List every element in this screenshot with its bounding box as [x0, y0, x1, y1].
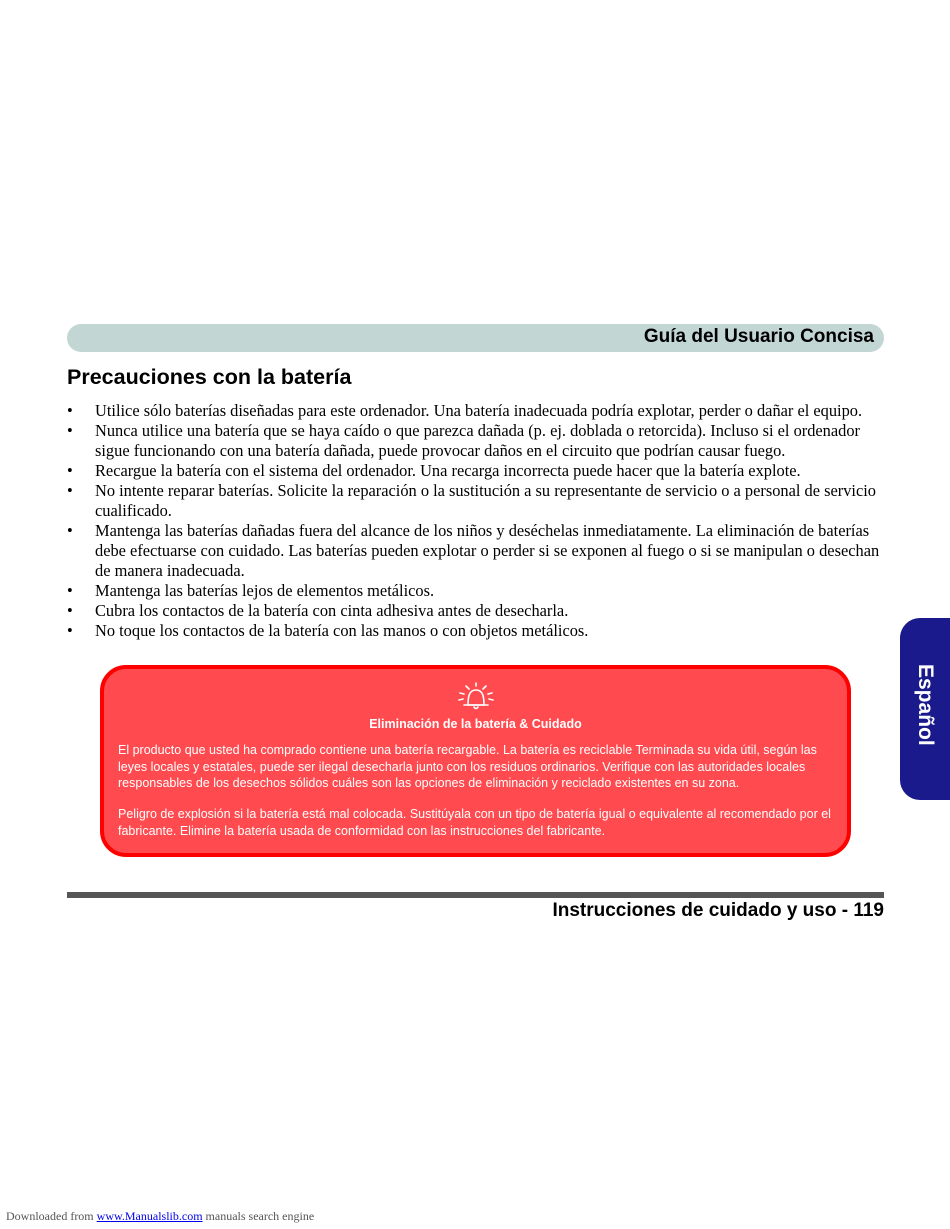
list-item: • Mantenga las baterías dañadas fuera del alcance de los niños y deséchelas inmediatamente. La eliminación de baterías debe efectuarse con cuidado. Las baterías pueden explotar o perder si se exponen al fuego o si se manipulan o desechan de manera inadecuada. [67, 521, 880, 580]
bullet-icon: • [67, 421, 73, 440]
list-item: • Nunca utilice una batería que se haya caído o que parezca dañada (p. ej. doblada o retorcida). Incluso si el ordenador sigue funcionando con una batería dañada, puede provocar daños en el circuito que podrían causar fuego. [67, 421, 861, 460]
section-title: Precauciones con la batería [67, 365, 352, 389]
list-item: • Utilice sólo baterías diseñadas para este ordenador. Una batería inadecuada podría explotar, perder o dañar el equipo. [67, 401, 863, 420]
footer-page-label: Instrucciones de cuidado y uso - 119 [552, 900, 884, 921]
header-title: Guía del Usuario Concisa [643, 326, 874, 347]
bullet-icon: • [67, 461, 73, 480]
list-item: • Cubra los contactos de la batería con cinta adhesiva antes de desecharla. [67, 601, 569, 620]
language-tab [900, 618, 950, 800]
battery-disposal-warning-box [100, 665, 851, 857]
warning-paragraph-2: Peligro de explosión si la batería está mal colocada. Sustitúyala con un tipo de batería igual o equivalente al recomendado por el fabricante. Elimine la batería usada de conformidad con las instrucciones del fabricante. [118, 807, 831, 838]
bullet-icon: • [67, 601, 73, 620]
bullet-icon: • [67, 481, 73, 500]
warning-title: Eliminación de la batería & Cuidado [369, 717, 582, 731]
list-item: • No intente reparar baterías. Solicite la reparación o la sustitución a su representante de servicio o a personal de servicio cualificado. [67, 481, 876, 520]
bullet-icon: • [67, 521, 73, 540]
manualslib-link[interactable]: www.Manualslib.com [96, 1209, 203, 1223]
list-item: • Mantenga las baterías lejos de elementos metálicos. [67, 581, 435, 600]
bullet-icon: • [67, 401, 73, 420]
alarm-bell-icon [455, 679, 497, 713]
bullet-icon: • [67, 581, 73, 600]
download-notice: Downloaded from www.Manualslib.com manuals search engine [6, 1209, 315, 1223]
bullet-icon: • [67, 621, 73, 640]
footer-divider [67, 892, 884, 898]
language-tab-label: Español [914, 664, 937, 746]
warning-paragraph-1: El producto que usted ha comprado contiene una batería recargable. La batería es reciclable Terminada su vida útil, según las leyes locales y estatales, puede ser ilegal desecharla junto con los residuos ordinarios. Verifique con las autoridades locales responsables de los desechos sólidos cuáles son las opciones de eliminación y reciclado existentes en su zona. [118, 743, 817, 790]
list-item: • Recargue la batería con el sistema del ordenador. Una recarga incorrecta puede hacer que la batería explote. [67, 461, 801, 480]
precautions-list [67, 401, 887, 641]
header-bar [67, 324, 884, 352]
list-item: • No toque los contactos de la batería con las manos o con objetos metálicos. [67, 621, 589, 640]
